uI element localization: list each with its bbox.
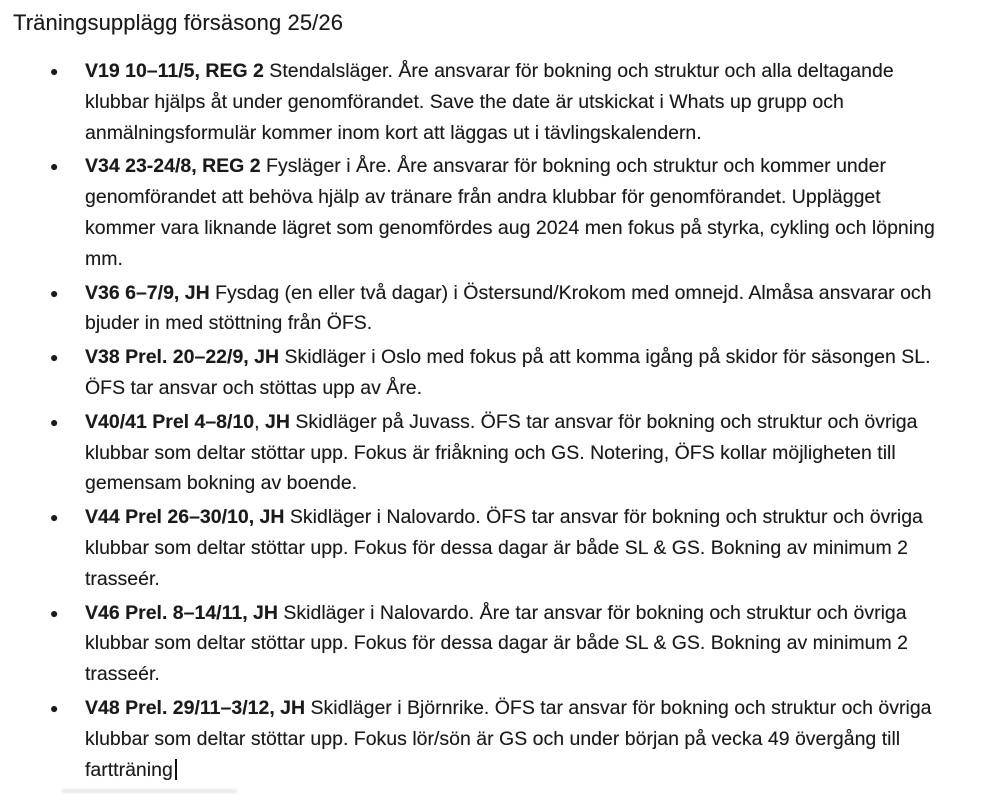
bullet-body: Skidläger på Juvass. ÖFS tar ansvar för bokning och struktur och övriga klubbar som deltar stöttar upp. Fokus är friåkning och GS. Notering, ÖFS kollar möjligheten till gemensam bokning av boende. (85, 410, 918, 495)
page-title: Träningsupplägg försäsong 25/26 (13, 10, 344, 35)
bullet-icon: ● (50, 284, 59, 301)
bullet-lead: V34 23-24/8, REG 2 (85, 155, 261, 178)
text-cursor (175, 759, 177, 780)
bullet-icon: ● (50, 604, 59, 621)
bullet-lead: V38 Prel. 20–22/9, JH (85, 346, 280, 369)
list-item (50, 502, 937, 594)
clipped-next-line (62, 789, 237, 793)
bullet-body: Skidläger i Oslo med fokus på att komma igång på skidor för säsongen SL. ÖFS tar ansvar och stöttas upp av Åre. (85, 346, 931, 399)
bullet-body: , (254, 410, 265, 433)
bullet-body: Stendalsläger. Åre ansvarar för bokning och struktur och alla deltagande klubbar hjälps åt under genomförandet. Save the date är utskickat i Whats up grupp och anmälningsformulär kommer inom kort att läggas ut i tävlingskalendern. (85, 60, 894, 144)
bullet-icon: ● (50, 413, 59, 430)
bullet-lead: V19 10–11/5, REG 2 (85, 60, 264, 82)
bullet-icon: ● (50, 509, 59, 526)
bullet-icon: ● (50, 699, 59, 716)
bullet-icon: ● (50, 158, 59, 175)
bullet-icon: ● (50, 63, 59, 79)
bullet-body: Fysdag (en eller två dagar) i Östersund/Krokom med omnejd. Almåsa ansvarar och bjuder in med stöttning från ÖFS. (85, 281, 932, 335)
list-item (50, 151, 937, 274)
bullet-lead: V40/41 Prel 4–8/10 (85, 410, 255, 433)
list-item (50, 693, 937, 785)
bullet-lead: V36 6–7/9, JH (85, 281, 210, 304)
bullet-lead: V44 Prel 26–30/10, JH (85, 506, 285, 529)
bullet-body: Skidläger i Nalovardo. Åre tar ansvar för bokning och struktur och övriga klubbar som deltar stöttar upp. Fokus för dessa dagar är både SL & GS. Bokning av minimum 2 trasseér. (85, 601, 909, 686)
bullet-icon: ● (50, 349, 59, 366)
list-item (50, 407, 937, 499)
bullet-lead: V46 Prel. 8–14/11, JH (85, 601, 278, 624)
list-item (50, 278, 937, 340)
bullet-body: Fysläger i Åre. Åre ansvarar för bokning och struktur och kommer under genomförandet att behöva hjälp av tränare från andra klubbar för genomförandet. Upplägget kommer vara liknande lägret som genomfördes aug 2024 men fokus på styrka, cykling och löpning mm. (85, 155, 935, 270)
bullet-lead: V48 Prel. 29/11–3/12, JH (85, 696, 306, 719)
list-item (50, 598, 937, 690)
bullet-body: Skidläger i Björnrike. ÖFS tar ansvar för bokning och struktur och övriga klubbar som deltar stöttar upp. Fokus lör/sön är GS och under början på vecka 49 övergång till fartträning (85, 696, 932, 781)
bullet-body: Skidläger i Nalovardo. ÖFS tar ansvar för bokning och struktur och övriga klubbar som deltar stöttar upp. Fokus för dessa dagar är både SL & GS. Bokning av minimum 2 trasseér. (85, 506, 923, 590)
list-item (50, 342, 937, 404)
list-item (50, 56, 937, 148)
bullet-lead: JH (264, 410, 290, 433)
bullet-list (13, 56, 980, 785)
